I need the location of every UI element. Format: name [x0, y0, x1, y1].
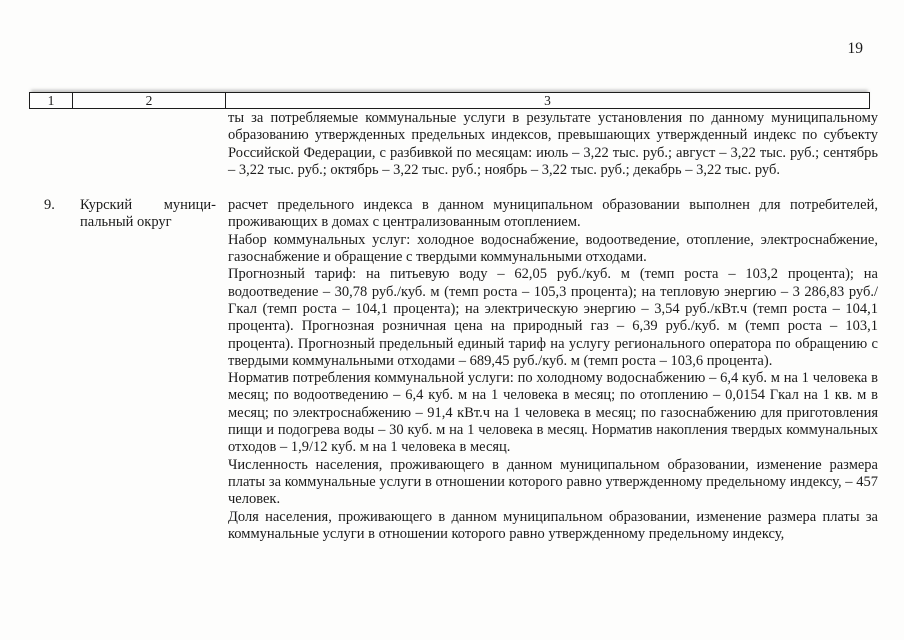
table-row-continuation [30, 110, 878, 179]
table-header-row [29, 92, 870, 109]
continuation-paragraph: ты за потребляемые коммунальные услуги в результате установления по данному муниципальному образованию утвержденных предельных индексов, превышающих утвержденный индекс по субъекту Российской Федерации, с разбивкой по месяцам: июль – 3,22 тыс. руб.; август – 3,22 тыс. руб.; сентябрь – 3,22 тыс. руб.; октябрь – 3,22 тыс. руб.; ноябрь – 3,22 тыс. руб.; декабрь – 3,22 тыс. руб. [228, 110, 878, 178]
row-details [228, 197, 878, 543]
page-number: 19 [847, 40, 863, 57]
paragraph-utility-set: Набор коммунальных услуг: холодное водоснабжение, водоотведение, отопление, электроснабжение, газоснабжение и обращение с твердыми коммунальными отходами. [228, 231, 878, 266]
table-row-9 [30, 197, 878, 543]
paragraph-population-share: Доля населения, проживающего в данном муниципальном образовании, изменение размера платы за коммунальные услуги в отношении которого равно утвержденному предельному индексу, [228, 508, 878, 542]
municipality-name [73, 197, 228, 232]
paragraph-forecast-tariffs: Прогнозный тариф: на питьевую воду – 62,05 руб./куб. м (темп роста – 103,2 процента); на водоотведение – 30,78 руб./куб. м (темп роста – 105,3 процента); на тепловую энергию – 3 286,83 руб./Гкал (темп роста – 104,1 процента); на электрическую энергию – 3,54 руб./кВт.ч (темп роста – 104,1 процента). Прогнозная розничная цена на природный газ – 6,39 руб./куб. м (темп роста – 103,1 процента). Прогнозный предельный единый тариф на услугу регионального оператора по обращению с твердыми коммунальными отходами – 689,45 руб./куб. м (темп роста – 103,6 процента). [228, 266, 878, 369]
row-details [228, 110, 878, 179]
table-header-col-1: 1 [30, 93, 73, 108]
paragraph-calculation-basis: расчет предельного индекса в данном муниципальном образовании выполнен для потребителей, проживающих в домах с централизованным отоплением. [228, 197, 878, 231]
row-index: 9. [44, 197, 55, 214]
paragraph-population-count: Численность населения, проживающего в данном муниципальном образовании, изменение размера платы за коммунальные услуги в отношении которого равно утвержденному предельному индексу, – 457 человек. [228, 456, 878, 508]
municipality-name-line-2: пальный округ [80, 214, 172, 231]
table-header-col-3: 3 [544, 93, 551, 108]
table-header-col-2: 2 [73, 93, 226, 108]
municipality-name-line-1: Курский муници- [80, 197, 216, 214]
table-body [30, 110, 878, 543]
paragraph-consumption-norms: Норматив потребления коммунальной услуги: по холодному водоснабжению – 6,4 куб. м на 1 человека в месяц; по водоотведению – 6,4 куб. м на 1 человека в месяц; по отоплению – 0,0154 Гкал на 1 кв. м в месяц; по электроснабжению – 91,4 кВт.ч на 1 человека в месяц; по газоснабжению для приготовления пищи и подогрева воды – 30 куб. м на 1 человека в месяц. Норматив накопления твердых коммунальных отходов – 1,9/12 куб. м на 1 человека в месяц. [228, 370, 878, 456]
